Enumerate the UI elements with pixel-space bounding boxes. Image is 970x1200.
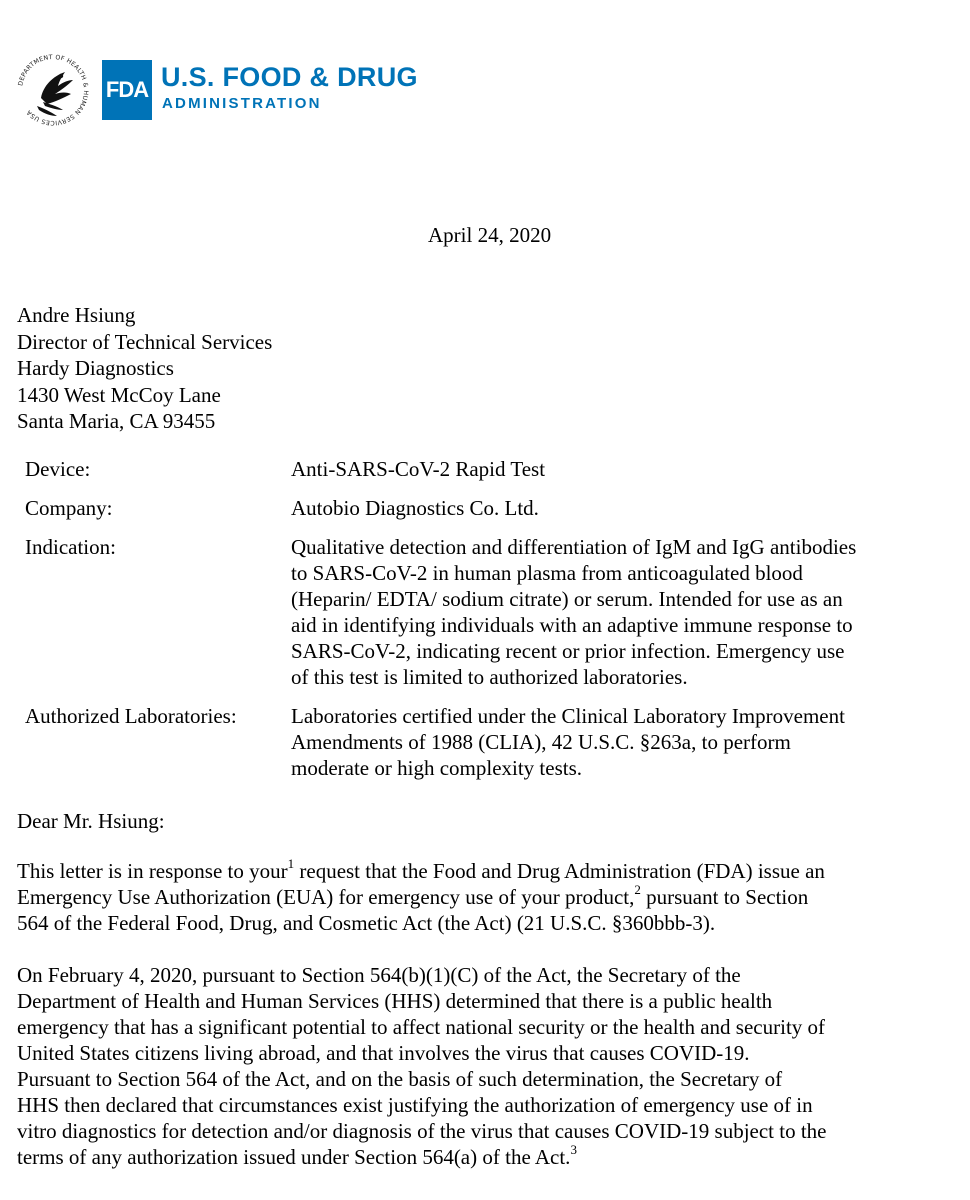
field-line: SARS-CoV-2, indicating recent or prior infection. Emergency use: [291, 639, 845, 663]
footnote-ref-3: 3: [570, 1142, 577, 1157]
paragraph-line: emergency that has a significant potential to affect national security or the health and security of: [17, 1015, 826, 1039]
text-run: Emergency Use Authorization (EUA) for emergency use of your product,: [17, 885, 635, 909]
text-run: request that the Food and Drug Administration (FDA) issue an: [294, 859, 825, 883]
field-line: moderate or high complexity tests.: [291, 756, 583, 780]
recipient-company: Hardy Diagnostics: [17, 356, 174, 380]
field-label: Authorized Laboratories:: [25, 704, 237, 728]
seal-ring-text: DEPARTMENT OF HEALTH & HUMAN SERVICES USA: [17, 53, 90, 127]
footnote-ref-2: 2: [634, 882, 641, 897]
field-label: Indication:: [25, 535, 116, 559]
paragraph-determination: [17, 962, 827, 1170]
recipient-name: Andre Hsiung: [17, 303, 136, 327]
field-label: Device:: [25, 457, 91, 481]
footnote-ref-1: 1: [287, 856, 295, 871]
field-line: of this test is limited to authorized laboratories.: [291, 665, 688, 689]
text-run: pursuant to Section: [640, 885, 809, 909]
field-value: [291, 703, 845, 781]
field-line: Qualitative detection and differentiation of IgM and IgG antibodies: [291, 535, 857, 559]
field-value: [291, 495, 539, 521]
field-value: [291, 456, 545, 482]
paragraph-line: Pursuant to Section 564 of the Act, and on the basis of such determination, the Secretary of: [17, 1067, 783, 1091]
recipient-address: [17, 302, 272, 435]
recipient-title: Director of Technical Services: [17, 329, 273, 354]
field-label: Company:: [25, 496, 113, 520]
paragraph-line: [17, 884, 825, 910]
fda-logo-box: FDA: [102, 60, 152, 120]
field-line: Anti-SARS-CoV-2 Rapid Test: [291, 457, 546, 481]
paragraph-line: United States citizens living abroad, and that involves the virus that causes COVID-19.: [17, 1041, 750, 1065]
paragraph-line: [17, 1144, 827, 1170]
hhs-eagle-seal-icon: [13, 50, 93, 130]
paragraph-line: vitro diagnostics for detection and/or diagnosis of the virus that causes COVID-19 subject to the: [17, 1119, 827, 1143]
fda-logo-name: U.S. FOOD & DRUG: [161, 62, 418, 92]
recipient-street: 1430 West McCoy Lane: [17, 382, 221, 407]
paragraph-line: 564 of the Federal Food, Drug, and Cosmetic Act (the Act) (21 U.S.C. §360bbb-3).: [17, 911, 716, 935]
text-run: This letter is in response to your: [17, 859, 288, 883]
field-line: (Heparin/ EDTA/ sodium citrate) or serum. Intended for use as an: [291, 587, 843, 611]
fda-logo-subtitle: ADMINISTRATION: [162, 95, 322, 112]
recipient-city: Santa Maria, CA 93455: [17, 409, 216, 433]
paragraph-line: [17, 858, 825, 884]
field-line: to SARS-CoV-2 in human plasma from anticoagulated blood: [291, 561, 803, 585]
field-value: [291, 534, 856, 690]
field-line: Amendments of 1988 (CLIA), 42 U.S.C. §263a, to perform: [291, 730, 791, 754]
field-line: Autobio Diagnostics Co. Ltd.: [291, 496, 539, 520]
field-line: aid in identifying individuals with an adaptive immune response to: [291, 613, 853, 637]
paragraph-line: On February 4, 2020, pursuant to Section 564(b)(1)(C) of the Act, the Secretary of the: [17, 963, 741, 987]
field-line: Laboratories certified under the Clinical Laboratory Improvement: [291, 704, 845, 728]
paragraph-line: Department of Health and Human Services (HHS) determined that there is a public health: [17, 989, 773, 1013]
paragraph-line: HHS then declared that circumstances exist justifying the authorization of emergency use of in: [17, 1093, 813, 1117]
letter-date: April 24, 2020: [428, 223, 552, 247]
text-run: terms of any authorization issued under Section 564(a) of the Act.: [17, 1145, 571, 1169]
paragraph-request: [17, 858, 825, 936]
salutation: Dear Mr. Hsiung:: [17, 809, 165, 833]
